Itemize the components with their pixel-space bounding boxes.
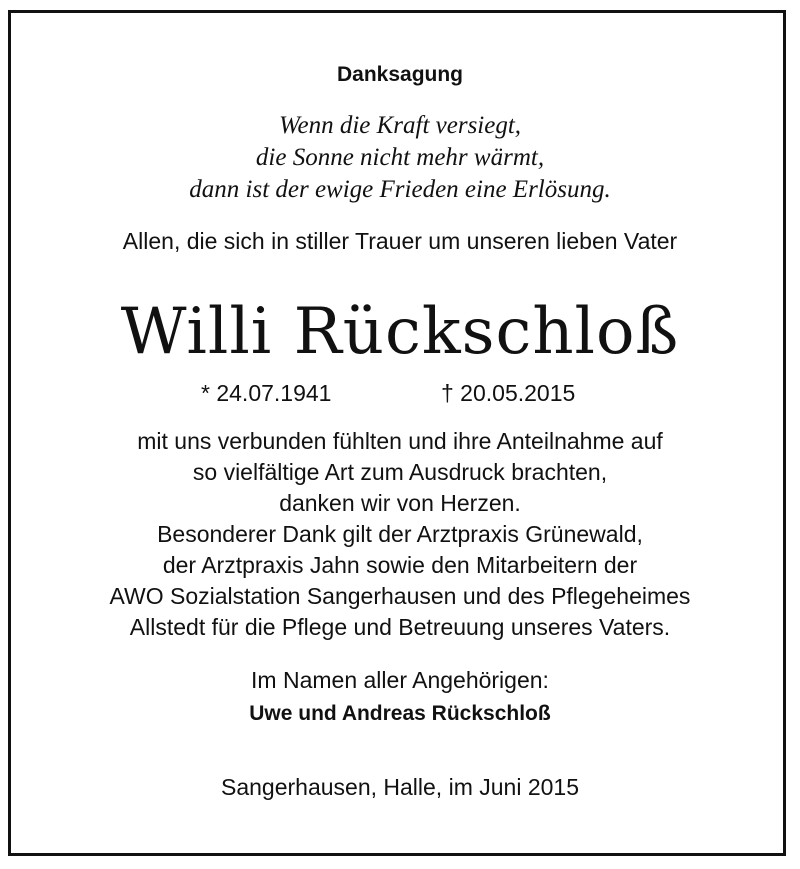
death-date: † 20.05.2015 — [441, 380, 576, 406]
body-line-3: danken wir von Herzen. — [279, 490, 521, 516]
body-line-7: Allstedt für die Pflege und Betreuung unseres Vaters. — [129, 614, 671, 640]
life-dates — [0, 378, 800, 408]
birth-date: * 24.07.1941 — [201, 380, 332, 406]
verse-line-1: Wenn die Kraft versiegt, — [278, 112, 522, 139]
verse-line-2: die Sonne nicht mehr wärmt, — [255, 144, 545, 171]
body-line-5: der Arztpraxis Jahn sowie den Mitarbeitern der — [162, 552, 638, 578]
body-line-1: mit uns verbunden fühlten und ihre Anteilnahme auf — [137, 428, 663, 454]
verse-line-3: dann ist der ewige Frieden eine Erlösung. — [189, 176, 611, 203]
place-date: Sangerhausen, Halle, im Juni 2015 — [220, 774, 579, 800]
notice-heading: Danksagung — [336, 63, 464, 86]
signers: Uwe und Andreas Rückschloß — [249, 702, 551, 725]
body-line-2: so vielfältige Art zum Ausdruck brachten, — [192, 459, 608, 485]
intro-text: Allen, die sich in stiller Trauer um unseren lieben Vater — [122, 228, 678, 254]
closing-text: Im Namen aller Angehörigen: — [251, 667, 549, 693]
body-line-4: Besonderer Dank gilt der Arztpraxis Grünewald, — [157, 521, 643, 547]
body-line-6: AWO Sozialstation Sangerhausen und des Pflegeheimes — [109, 583, 691, 609]
deceased-name: Willi Rückschloß — [120, 295, 680, 369]
